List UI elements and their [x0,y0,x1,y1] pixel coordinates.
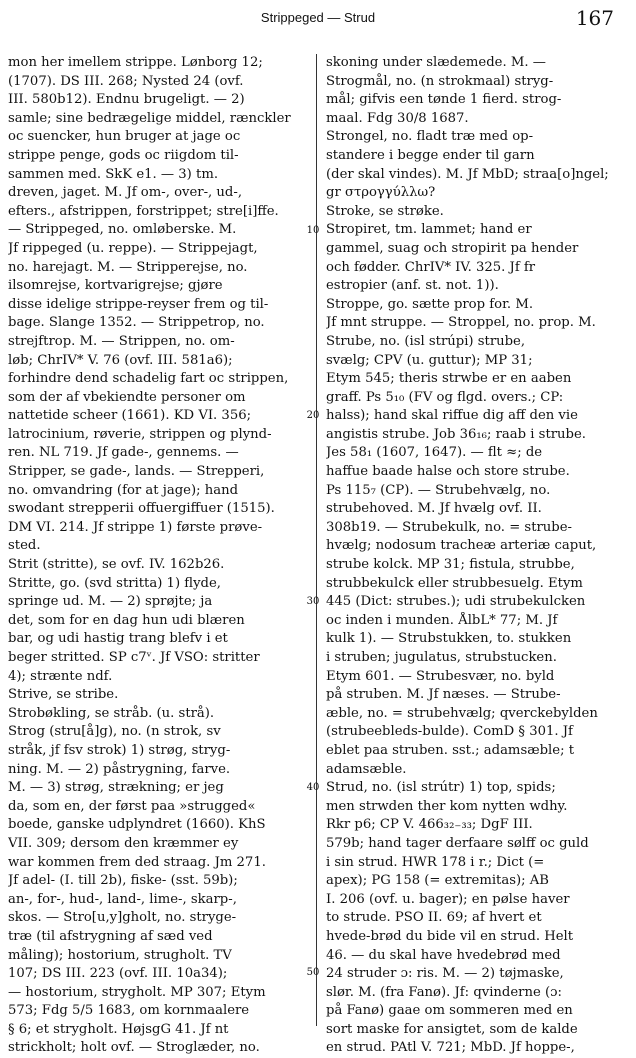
left-column-line: løb; ChrIV* V. 76 (ovf. III. 581a6); [8,352,233,368]
right-column-line: Stroke, se strøke. [326,203,444,219]
left-column-line: Stritte, go. (svd stritta) 1) flyde, [8,575,221,591]
right-column-line: på struben. M. Jf næses. — Strube- [326,687,561,703]
right-column-line: Stroppe, go. sætte prop for. M. [326,296,534,312]
left-column-line: III. 580b12). Endnu brugeligt. — 2) [8,92,245,108]
left-column-line: — Strippeged, no. omløberske. M. [8,222,237,238]
right-column-line: Strongel, no. fladt træ med op- [326,129,534,145]
left-column-line: § 6; et strygholt. HøjsgG 41. Jf nt [8,1021,229,1037]
left-column-line: som der af vbekiendte personer om [8,389,246,405]
right-column-line: och fødder. ChrIV* IV. 325. Jf fr [326,259,536,275]
right-column-line: mål; gifvis een tønde 1 fierd. strog- [326,92,562,108]
left-column-line: beger stritted. SP c7ᵛ. Jf VSO: stritter [8,650,260,665]
left-column-line: DM VI. 214. Jf strippe 1) første prøve- [8,519,263,535]
left-column-line: efters., afstrippen, forstrippet; stre[i]ffe. [8,203,279,219]
left-column-line: da, som en, der først paa »strugged« [8,798,256,814]
left-column-line: 573; Fdg 5/5 1683, om kornmaalere [8,1003,250,1019]
right-column-line: 24 struder ɔ: ris. M. — 2) tøjmaske, [326,966,564,982]
right-column-line: på Fanø) gaae om sommeren med en [326,1003,573,1019]
right-column-line: I. 206 (ovf. u. bager); en pølse haver [326,891,570,907]
left-column-line: 4); strænte ndf. [8,668,113,684]
left-column-line: an-, for-, hud-, land-, lime-, skarp-, [8,891,237,907]
line-number: 40 [306,782,320,793]
right-column-line: skoning under slædemede. M. — [326,55,546,70]
left-column-line: nattetide scheer (1661). KD VI. 356; [8,408,252,424]
right-column-line: (strubeebleds-bulde). ComD § 301. Jf [326,724,573,740]
right-column-line: hvælg; nodosum tracheæ arteriæ caput, [326,538,597,554]
page-number: 167 [575,6,614,30]
right-column-line: 579b; hand tager derfaare sølff oc guld [326,835,589,851]
left-column-line: dreven, jaget. M. Jf om-, over-, ud-, [8,185,243,201]
left-column-line: latrocinium, røverie, strippen og plynd- [8,426,272,442]
column-divider [316,54,317,1026]
right-column-line: Rkr p6; CP V. 466₃₂₋₃₃; DgF III. [326,817,533,833]
right-column-line: (der skal vindes). M. Jf MbD; straa[o]ngel; [326,166,609,182]
left-column-line: træ (til afstrygning af sæd ved [8,928,213,944]
right-column-line: Jes 58₁ (1607, 1647). — flt ≈; de [326,445,543,461]
right-column-line: eblet paa struben. sst.; adamsæble; t [326,742,574,758]
right-column-line: oc inden i munden. ÅlbL* 77; M. Jf [326,612,558,628]
right-column-line: Stropiret, tm. lammet; hand er [326,222,532,238]
right-column [326,54,622,1058]
right-column-line: Etym 545; theris strwbe er en aaben [326,371,572,387]
right-column-line: Strogmål, no. (n strokmaal) stryg- [326,73,554,89]
right-column-line: svælg; CPV (u. guttur); MP 31; [326,352,533,368]
line-number: 50 [306,967,320,978]
left-column-line: disse idelige strippe-reyser frem og til- [8,296,269,312]
right-column-line: sort maske for ansigtet, som de kalde [326,1021,578,1037]
left-column-line: det, som for en dag hun udi blæren [8,612,245,628]
right-column-line: to strude. PSO II. 69; af hvert et [326,910,542,926]
right-column-line: 308b19. — Strubekulk, no. = strube- [326,519,573,535]
right-column-line: kulk 1). — Strubstukken, to. stukken [326,631,572,647]
left-column-line: forhindre dend schadelig fart oc strippen, [8,371,289,387]
left-column-line: skos. — Stro[u,y]gholt, no. stryge- [8,910,237,926]
right-column-line: strubehoved. M. Jf hvælg ovf. II. [326,501,542,517]
left-column-line: war kommen frem ded straag. Jm 271. [8,854,266,870]
right-column-line: men strwden ther kom nytten wdhy. [326,798,568,814]
right-column-line: Strube, no. (isl strúpi) strube, [326,333,526,349]
left-column-line: swodant strepperii offuergiffuer (1515). [8,501,275,517]
right-column-line: hvede-brød du bide vil en strud. Helt [326,928,574,944]
right-column-line: angistis strube. Job 36₁₆; raab i strube. [326,426,586,442]
left-column-line: Strit (stritte), se ovf. IV. 162b26. [8,557,225,573]
left-column-line: bage. Slange 1352. — Strippetrop, no. [8,315,265,331]
right-column-line: Strud, no. (isl strútr) 1) top, spids; [326,780,556,796]
left-column-line: sted. [8,538,41,554]
left-column-line: oc suencker, hun bruger at jage oc [8,129,241,145]
left-column-line: 107; DS III. 223 (ovf. III. 10a34); [8,966,228,982]
right-column-line: i struben; jugulatus, strubstucken. [326,650,557,665]
right-column-line: Etym 601. — Strubesvær, no. byld [326,668,555,684]
right-column-line: maal. Fdg 30/8 1687. [326,110,469,126]
right-column-line: adamsæble. [326,761,407,777]
left-column-line: Strive, se stribe. [8,687,119,703]
left-column-line: Jf adel- (I. till 2b), fiske- (sst. 59b); [8,873,238,889]
line-number: 20 [306,410,320,421]
right-column-line: estropier (anf. st. not. 1)). [326,278,499,294]
left-column-line: Stripper, se gade-, lands. — Strepperi, [8,464,265,480]
right-column-line: strube kolck. MP 31; fistula, strubbe, [326,557,575,573]
right-column-line: æble, no. = strubehvælg; qverckebylden [326,705,598,721]
right-column-line: gr στρογγύλλω? [326,185,436,201]
left-column-line: strippe penge, gods oc riigdom til- [8,147,239,163]
right-column-line: apex); PG 158 (= extremitas); AB [326,873,549,889]
right-column-line: 46. — du skal have hvedebrød med [326,947,561,963]
left-column-line: no. omvandring (for at jage); hand [8,482,239,498]
left-column-line: ning. M. — 2) påstrygning, farve. [8,761,231,777]
right-column-line: standere i begge ender til garn [326,147,535,163]
left-column-line: boede, ganske udplyndret (1660). KhS [8,817,266,833]
page-header [0,6,636,30]
right-column-line: Jf mnt struppe. — Stroppel, no. prop. M. [326,315,596,331]
left-column-line: Jf rippeged (u. reppe). — Strippejagt, [8,240,258,256]
right-column-line: gammel, suag och stropirit pa hender [326,240,579,256]
left-column-line: stråk, jf fsv strok) 1) strøg, stryg- [8,742,231,758]
right-column-line: Ps 115₇ (CP). — Strubehvælg, no. [326,482,551,498]
running-head: Strippeged — Strud [260,10,376,25]
right-column-line: halss); hand skal riffue dig aff den vie [326,408,578,424]
left-column-line: springe ud. M. — 2) sprøjte; ja [8,594,213,610]
right-column-line: i sin strud. HWR 178 i r.; Dict (= [326,854,545,870]
left-column-line: sammen med. SkK e1. — 3) tm. [8,166,219,182]
left-column-line: (1707). DS III. 268; Nysted 24 (ovf. [8,73,244,89]
left-column-line: strejftrop. M. — Strippen, no. om- [8,333,235,349]
right-column-line: haffue baade halse och store strube. [326,464,570,480]
left-column-line: mon her imellem strippe. Lønborg 12; [8,55,263,70]
left-column-line: Strog (stru[å]g), no. (n strok, sv [8,724,221,740]
left-column-line: M. — 3) strøg, strækning; er jeg [8,780,224,796]
left-column-line: — hostorium, strygholt. MP 307; Etym [8,984,266,1000]
left-column-line: ilsomrejse, kortvarigrejse; gjøre [8,278,223,294]
right-column-line: 445 (Dict: strubes.); udi strubekulcken [326,594,586,610]
right-column-line: graff. Ps 5₁₀ (FV og flgd. overs.; CP: [326,389,564,405]
left-column [8,54,304,1058]
left-column-line: Strobøkling, se stråb. (u. strå). [8,705,215,721]
right-column-line: strubbekulck eller strubbesuelg. Etym [326,575,583,591]
right-column-line: slør. M. (fra Fanø). Jf: qvinderne (ɔ: [326,984,562,1000]
left-column-line: bar, og udi hastig trang blefv i et [8,631,228,647]
left-column-line: ren. NL 719. Jf gade-, gennems. — [8,445,239,461]
right-column-line: en strud. PAtl V. 721; MbD. Jf hoppe-, [326,1040,575,1056]
left-column-line: VII. 309; dersom den kræmmer ey [8,835,239,851]
line-number: 10 [306,225,320,236]
left-column-line: samle; sine bedrægelige middel, rænckler [8,110,291,126]
left-column-line: måling); hostorium, strugholt. TV [8,947,232,963]
left-column-line: no. harejagt. M. — Stripperejse, no. [8,259,248,275]
line-number: 30 [306,596,320,607]
left-column-line: strickholt; holt ovf. — Stroglæder, no. [8,1040,260,1056]
